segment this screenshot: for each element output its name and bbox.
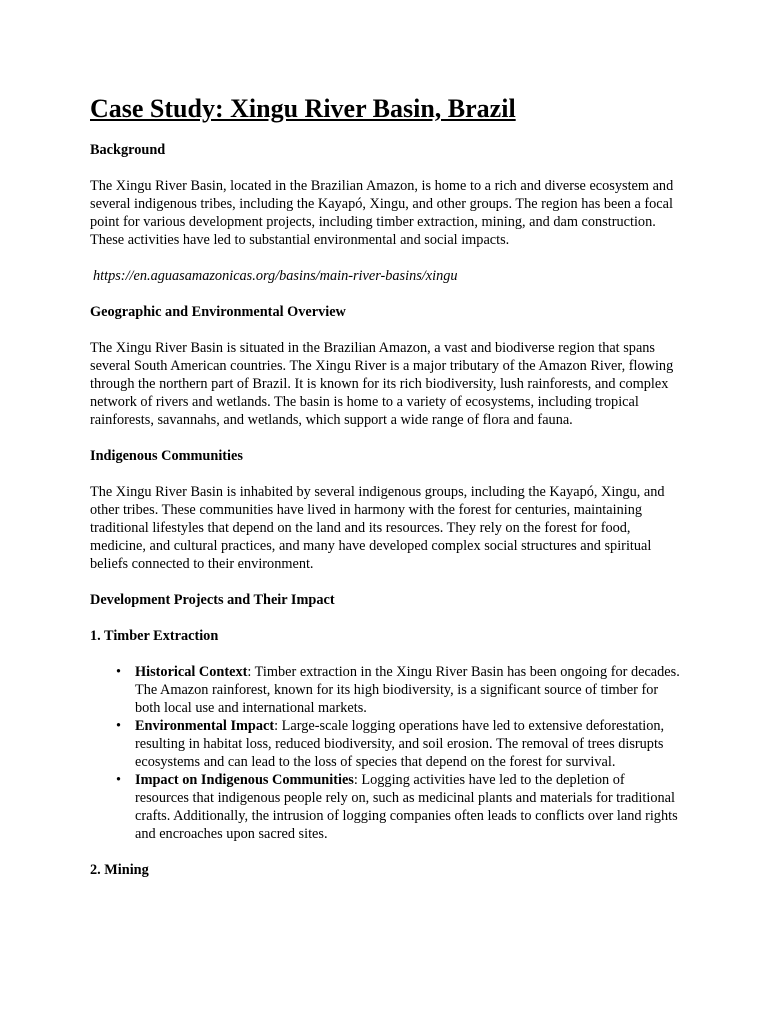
timber-bullet-list xyxy=(90,663,680,843)
section-heading-background: Background xyxy=(90,142,166,158)
background-paragraph: The Xingu River Basin, located in the Brazilian Amazon, is home to a rich and diverse ecosystem and several indigenous tribes, including the Kayapó, Xingu, and other groups. The region has been a focal point for various development projects, including timber extraction, mining, and dam construction. These activities have led to substantial environmental and social impacts. xyxy=(90,178,674,248)
list-item xyxy=(116,717,680,771)
subsection-heading-timber: 1. Timber Extraction xyxy=(90,628,219,644)
subsection-heading-mining: 2. Mining xyxy=(90,862,149,878)
bullet-icon: • xyxy=(116,718,122,734)
list-item-label: Environmental Impact xyxy=(135,718,275,734)
list-item-label: Historical Context xyxy=(135,664,248,680)
document-title: Case Study: Xingu River Basin, Brazil xyxy=(90,94,516,123)
section-heading-indigenous: Indigenous Communities xyxy=(90,448,243,464)
geographic-paragraph: The Xingu River Basin is situated in the Brazilian Amazon, a vast and biodiverse region that spans several South American countries. The Xingu River is a major tributary of the Amazon River, flowing through the northern part of Brazil. It is known for its rich biodiversity, lush rainforests, and complex network of rivers and wetlands. The basin is home to a variety of ecosystems, including tropical rainforests, savannahs, and wetlands, which support a wide range of flora and fauna. xyxy=(90,340,674,428)
section-heading-development: Development Projects and Their Impact xyxy=(90,592,335,608)
bullet-icon: • xyxy=(116,664,122,680)
list-item-text: : Large-scale logging operations have led to extensive deforestation, resulting in habitat loss, reduced biodiversity, and soil erosion. The removal of trees disrupts ecosystems and can lead to the loss of species that depend on the forest for survival. xyxy=(135,718,665,770)
list-item xyxy=(116,771,680,843)
list-item-text: : Logging activities have led to the depletion of resources that indigenous people rely on, such as medicinal plants and materials for traditional crafts. Additionally, the intrusion of logging companies often leads to conflicts over land rights and encroaches upon sacred sites. xyxy=(135,772,678,842)
source-link[interactable]: https://en.aguasamazonicas.org/basins/main-river-basins/xingu xyxy=(93,268,458,284)
bullet-icon: • xyxy=(116,772,122,788)
list-item-text: : Timber extraction in the Xingu River Basin has been ongoing for decades. The Amazon rainforest, known for its high biodiversity, is a significant source of timber for both local use and international markets. xyxy=(135,664,680,716)
indigenous-paragraph: The Xingu River Basin is inhabited by several indigenous groups, including the Kayapó, Xingu, and other tribes. These communities have lived in harmony with the forest for centuries, maintaining traditional lifestyles that depend on the land and its resources. They rely on the forest for food, medicine, and cultural practices, and many have developed complex social structures and spiritual beliefs connected to their environment. xyxy=(90,484,665,572)
section-heading-geographic: Geographic and Environmental Overview xyxy=(90,304,346,320)
document-content xyxy=(90,92,680,879)
list-item xyxy=(116,663,680,717)
list-item-label: Impact on Indigenous Communities xyxy=(135,772,354,788)
